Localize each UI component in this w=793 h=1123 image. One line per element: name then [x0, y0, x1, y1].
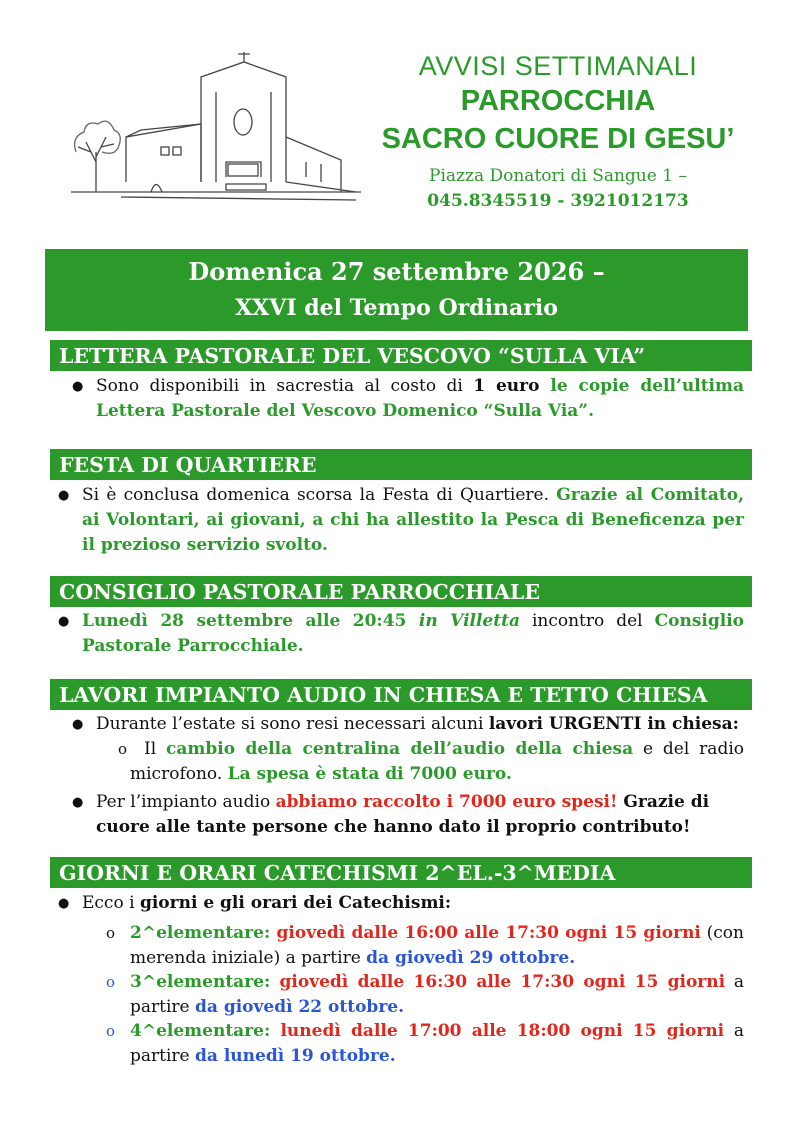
bullet-icon: ● — [58, 896, 70, 911]
bullet-icon: ● — [72, 795, 84, 810]
banner-liturgical-sunday: XXVI del Tempo Ordinario — [235, 295, 558, 321]
council-text: Lunedì 28 settembre alle 20:45 in Villetta incontro del Consiglio Pastorale Parrocchiale. — [82, 611, 744, 656]
sub-bullet-icon: o — [106, 1022, 116, 1040]
parish-address: Piazza Donatori di Sangue 1 – — [429, 166, 687, 186]
audio-works-cost: microfono. La spesa è stata di 7000 euro. — [130, 764, 512, 784]
audio-works-detail: Il cambio della centralina dell’audio della chiesa e del radio — [144, 739, 744, 759]
parish-label: PARROCCHIA — [460, 85, 656, 117]
parish-name: SACRO CUORE DI GESU’ — [381, 123, 735, 155]
audio-works-intro: Durante l’estate si sono resi necessari alcuni lavori URGENTI in chiesa: — [96, 714, 739, 734]
section-title-catechism: GIORNI E ORARI CATECHISMI 2^EL.-3^MEDIA — [50, 857, 752, 888]
section-title-audio-works: LAVORI IMPIANTO AUDIO IN CHIESA E TETTO CHIESA — [50, 679, 752, 710]
catechism-4th-grade: 4^elementare: lunedì dalle 17:00 alle 18:00 ogni 15 giorni a partire da lunedì 19 ottobre. — [130, 1021, 745, 1066]
sub-bullet-icon: o — [106, 973, 116, 991]
section-title-pastoral-council: CONSIGLIO PASTORALE PARROCCHIALE — [50, 576, 752, 607]
section-title-pastoral-letter: LETTERA PASTORALE DEL VESCOVO “SULLA VIA” — [50, 340, 752, 371]
audio-fundraising-text: Per l’impianto audio abbiamo raccolto i 7000 euro spesi! Grazie di cuore alle tante persone che hanno dato il proprio contributo! — [96, 792, 710, 837]
bullet-icon: ● — [72, 717, 84, 732]
catechism-3rd-grade: 3^elementare: giovedì dalle 16:30 alle 17:30 ogni 15 giorni a partire da giovedì 22 ottobre. — [130, 972, 744, 1017]
pastoral-letter-text: Sono disponibili in sacrestia al costo di 1 euro le copie dell’ultima Lettera Pastorale del Vescovo Domenico “Sulla Via”. — [96, 376, 745, 421]
sub-bullet-icon: o — [106, 924, 116, 942]
sub-bullet-icon: o — [118, 740, 128, 758]
bullet-icon: ● — [58, 488, 70, 503]
parish-phones: 045.8345519 - 3921012173 — [427, 191, 689, 211]
section-title-neighborhood-festival: FESTA DI QUARTIERE — [50, 449, 752, 480]
catechism-2nd-grade: 2^elementare: giovedì dalle 16:00 alle 17:30 ogni 15 giorni (con merenda iniziale) a partire da giovedì 29 ottobre. — [130, 923, 744, 968]
bullet-icon: ● — [58, 614, 70, 629]
church-logo — [66, 52, 366, 202]
bullet-icon: ● — [72, 379, 84, 394]
catechism-intro: Ecco i giorni e gli orari dei Catechismi: — [82, 893, 452, 913]
festival-text: Si è conclusa domenica scorsa la Festa di Quartiere. Grazie al Comitato, ai Volontari, ai giovani, a chi ha allestito la Pesca di Beneficenza per il prezioso servizio svolto. — [82, 485, 744, 555]
parish-header — [368, 50, 748, 214]
date-banner — [45, 249, 748, 331]
banner-date: Domenica 27 settembre 2026 – — [188, 257, 605, 286]
notice-heading: AVVISI SETTIMANALI — [418, 51, 698, 81]
